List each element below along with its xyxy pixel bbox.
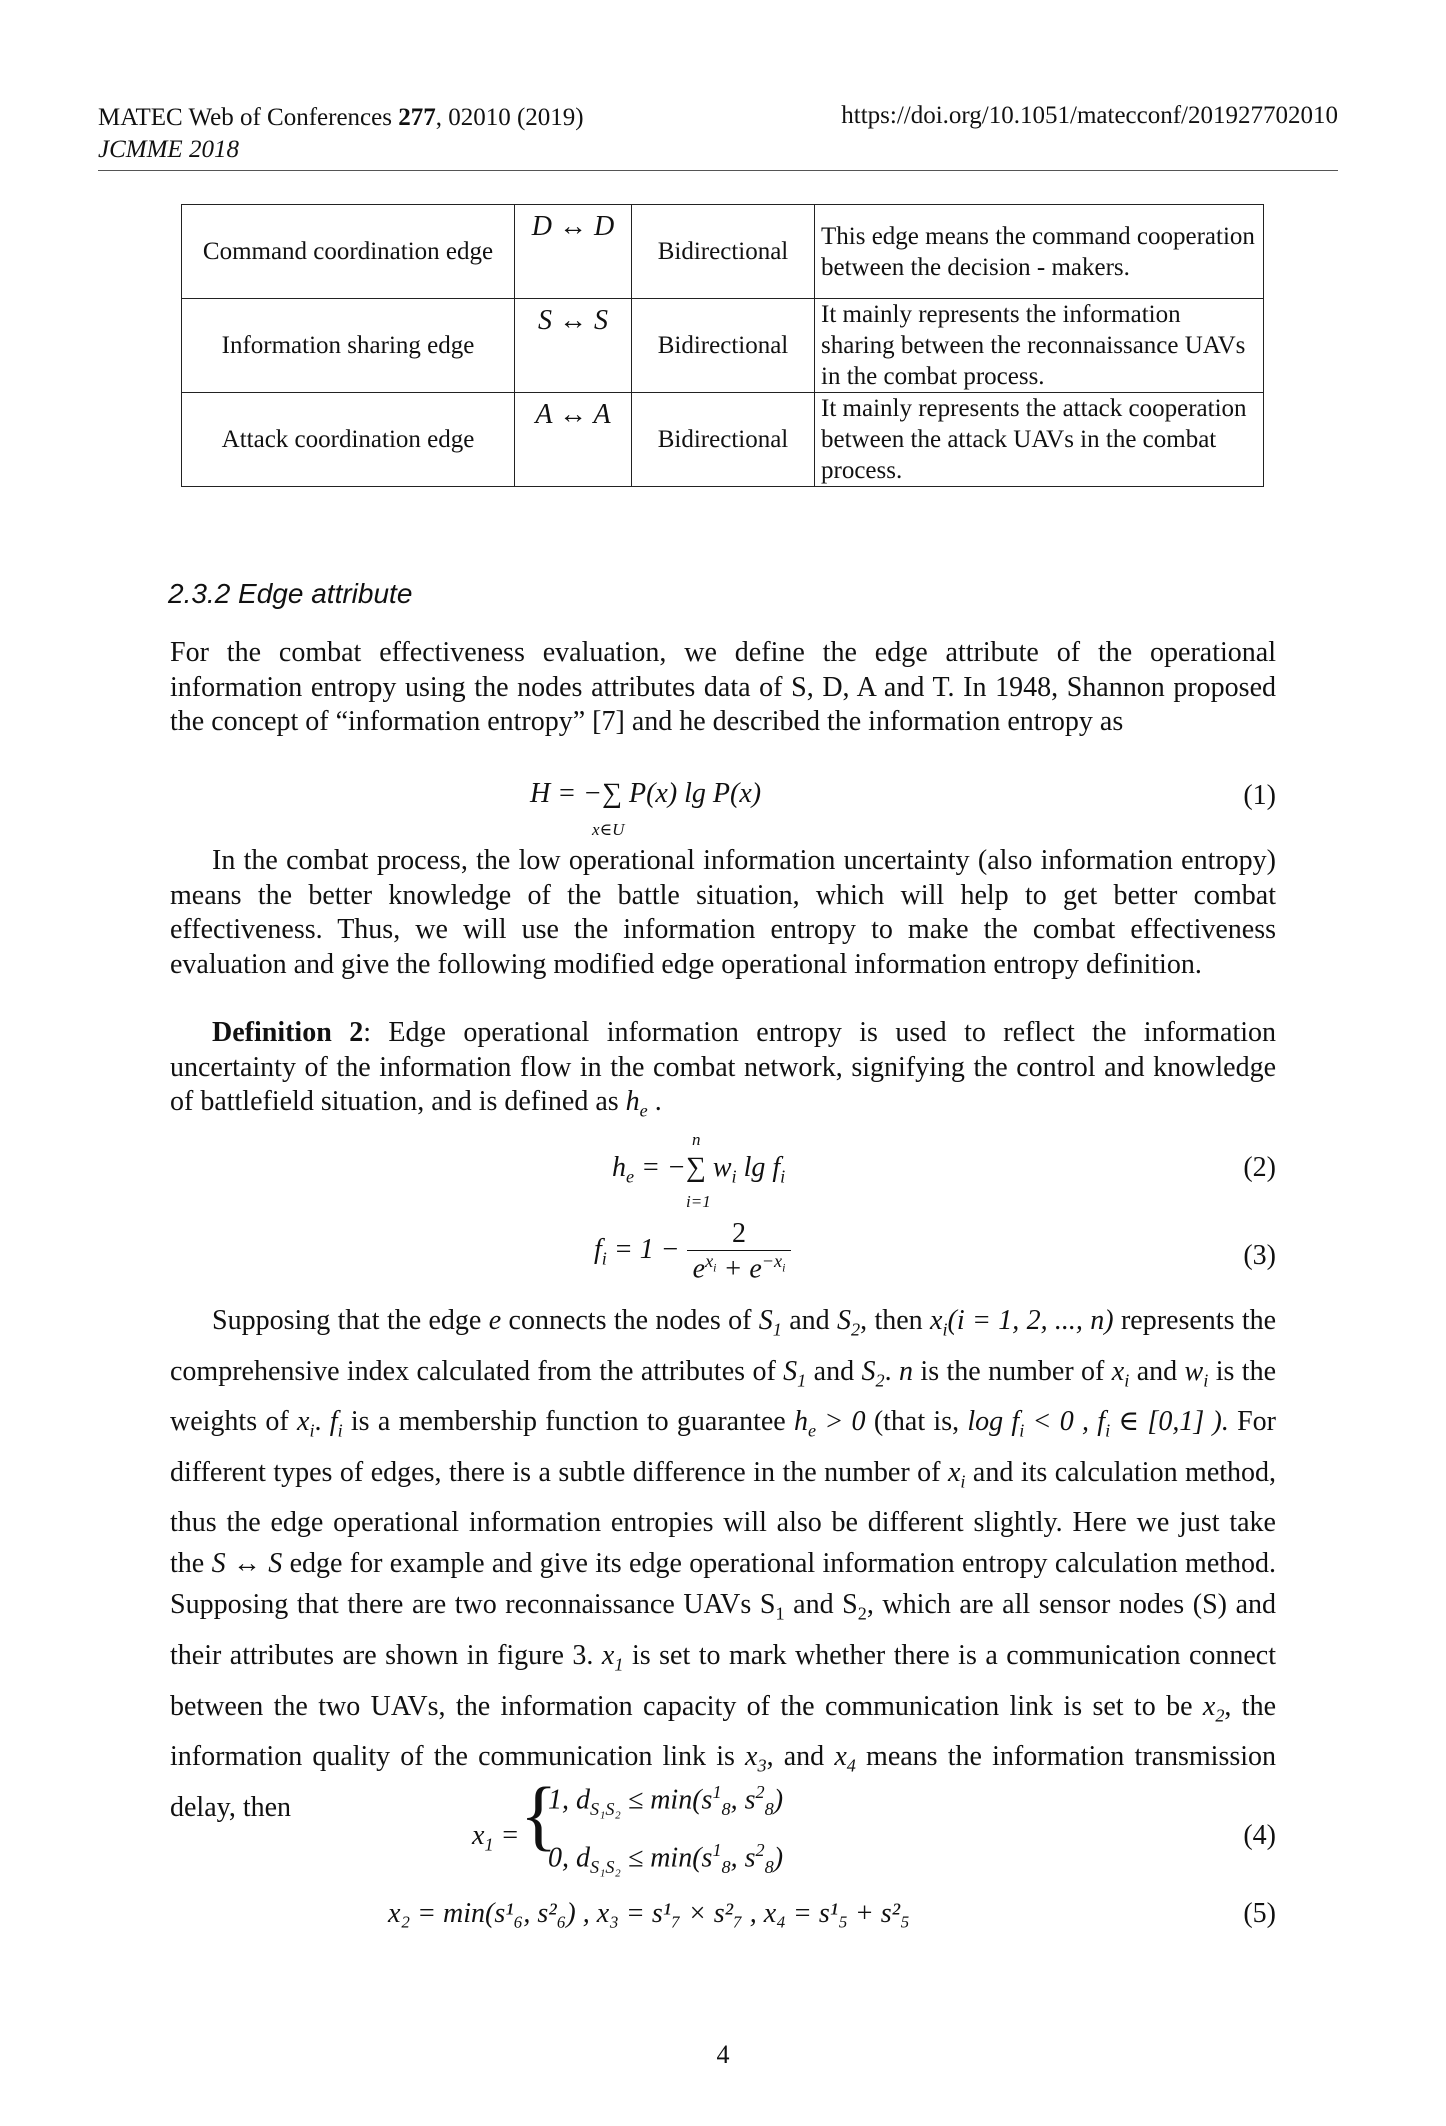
definition-2: Definition 2: Edge operational information entropy is used to reflect the information uncertainty of the information flow in the combat network, signifying the control and knowledge of battlefield situation, and is defined as $h_e$ .: [170, 1017, 1277, 1121]
table-row: [182, 393, 1264, 487]
running-header-left: [98, 102, 584, 166]
paragraph-combat-process: In the combat process, the low operational information uncertainty (also information entropy) means the better knowledge of the battle situation, which will help to get better combat effectiveness. Thus, we will use the information entropy to make the combat effectiveness evaluation and give the following modified edge operational information entropy definition.: [170, 845, 1276, 980]
equation-2-lower: i=1: [686, 1192, 711, 1211]
edge-description-cell: It mainly represents the information sharing between the reconnaissance UAVs in the combat process.: [815, 299, 1264, 393]
equation-5: x₂ = min(s¹₆, s²₆) , x₃ = s¹₇ × s²₇ , x₄ = s¹₅ + s²₅: [388, 1898, 910, 1929]
section-heading: 2.3.2 Edge attribute: [168, 578, 413, 609]
equation-5-number: (5): [1243, 1898, 1276, 1929]
equation-4-brace: {: [520, 1771, 558, 1858]
table-row: [182, 205, 1264, 299]
edge-symbol-cell: A ↔ A: [515, 393, 632, 487]
equation-4-number: (4): [1243, 1820, 1276, 1851]
edge-description-cell: It mainly represents the attack cooperation between the attack UAVs in the combat process.: [815, 393, 1264, 487]
equation-4-case-2: 0, $d_{S_1S_2} \le \min(s^1_8$, $s^2_8$): [548, 1840, 784, 1877]
definition-label: Definition 2: [212, 1017, 364, 1048]
edge-symbol-cell: S ↔ S: [515, 299, 632, 393]
edge-direction-cell: Bidirectional: [632, 393, 815, 487]
edge-name-cell: Information sharing edge: [182, 299, 515, 393]
equation-2-number: (2): [1243, 1152, 1276, 1183]
header-divider: [98, 170, 1338, 171]
table-row: [182, 299, 1264, 393]
conference-line: MATEC Web of Conferences 277, 02010 (2019): [98, 104, 584, 131]
equation-1-number: (1): [1243, 780, 1276, 811]
equation-2: $h_e$ = −∑ $w_i$ $\lg f_i$: [612, 1152, 786, 1187]
edge-types-table: [181, 204, 1264, 487]
equation-1: H = −∑ P(x) lg P(x): [530, 778, 762, 809]
equation-1-limit: x∈U: [592, 820, 625, 839]
edge-description-cell: This edge means the command cooperation between the decision - makers.: [815, 205, 1264, 299]
equation-2-upper: n: [692, 1130, 701, 1149]
edge-direction-cell: Bidirectional: [632, 299, 815, 393]
edge-direction-cell: Bidirectional: [632, 205, 815, 299]
doi-link[interactable]: https://doi.org/10.1051/matecconf/201927702010: [841, 102, 1338, 129]
edge-name-cell: Attack coordination edge: [182, 393, 515, 487]
definition-symbol: $h_e$: [625, 1086, 648, 1121]
equation-4-case-1: 1, $d_{S_1S_2} \le \min(s^1_8$, $s^2_8$): [548, 1782, 784, 1819]
equation-3-number: (3): [1243, 1240, 1276, 1271]
edge-symbol-cell: D ↔ D: [515, 205, 632, 299]
paragraph-supposing: Supposing that the edge e connects the nodes of $S_1$ and $S_2$, then $x_i(i = 1$, 2, ..., n) represents the comprehensive index calculated from the attributes of $S_1$ and $S_2$. n is the number of $x_i$ and $w_i$ is the weights of $x_i$. $f_i$ is a membership function to guarantee $h_e > 0$ (that is, $\log f_i < 0$ , $f_i$ ∈ [0,1] ). For different types of edges, there is a subtle difference in the number of $x_i$ and its calculation method, thus the edge operational information entropies will also be different slightly. Here we just take the S ↔ S edge for example and give its edge operational information entropy calculation method. Supposing that there are two reconnaissance UAVs $S_1$ and $S_2$, which are all sensor nodes (S) and their attributes are shown in figure 3. $x_1$ is set to mark whether there is a communication connect between the two UAVs, the information capacity of the communication link is set to be $x_2$, the information quality of the communication link is $x_3$, and $x_4$ means the information transmission delay, then: [170, 1305, 1277, 1823]
conference-name: JCMME 2018: [98, 136, 239, 163]
edge-name-cell: Command coordination edge: [182, 205, 515, 299]
page-number: 4: [716, 2040, 730, 2069]
definition-text: : Edge operational information entropy is used to reflect the information uncertainty of the information flow in the combat network, signifying the control and knowledge of battlefield situation, and is defined as: [170, 1017, 1277, 1117]
equation-3: $f_i = 1$ − $\frac{2}{e^{x_i} + e^{-x_i}}$: [594, 1218, 791, 1285]
equation-3-fraction: $\frac{2}{e^{x_i} + e^{-x_i}}$: [687, 1218, 792, 1285]
equation-4-lhs: $x_1$ =: [472, 1820, 520, 1855]
paragraph-intro: For the combat effectiveness evaluation, we define the edge attribute of the operational information entropy using the nodes attributes data of S, D, A and T. In 1948, Shannon proposed the concept of “information entropy” [7] and he described the information entropy as: [170, 637, 1276, 737]
